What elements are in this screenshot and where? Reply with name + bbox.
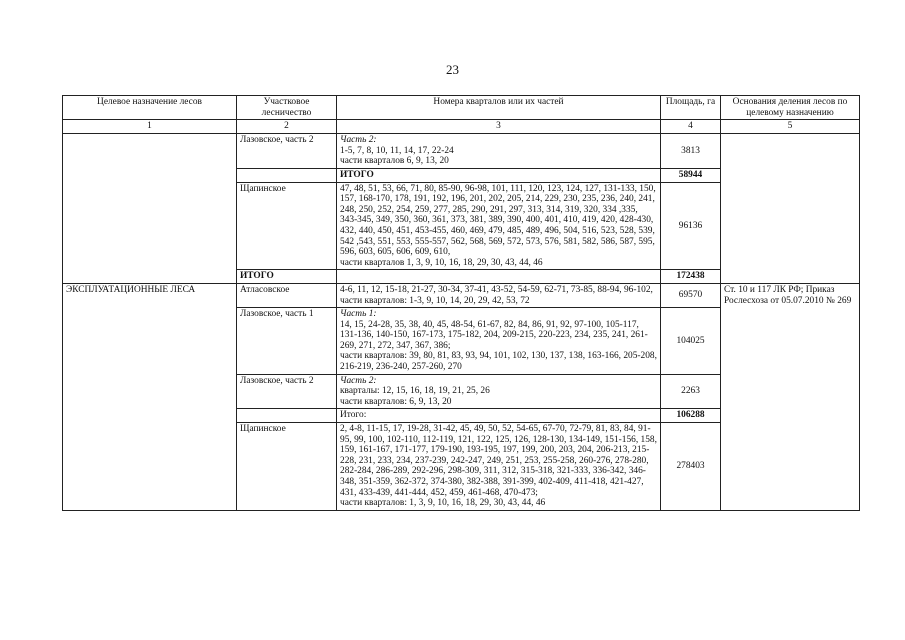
quarters-cell — [337, 374, 661, 409]
forestry-cell: Атласовское — [237, 283, 337, 307]
forestry-cell: Лазовское, часть 1 — [237, 308, 337, 375]
forestry-cell: Лазовское, часть 2 — [237, 374, 337, 409]
area-cell: 278403 — [661, 423, 721, 511]
quarters-cell-empty — [337, 270, 661, 284]
total-area: 106288 — [661, 409, 721, 423]
basis-cell: Ст. 10 и 117 ЛК РФ; Приказ Рослесхоза от 05.07.2010 № 269 — [721, 283, 860, 510]
area-cell: 96136 — [661, 182, 721, 270]
quarter-parts: части кварталов: 1, 3, 9, 10, 16, 18, 29, 30, 43, 44, 46 — [340, 498, 546, 509]
total-label: ИТОГО — [337, 168, 661, 182]
basis-cell-empty — [721, 134, 860, 284]
part-label: Часть 2: — [340, 135, 377, 146]
forest-purpose-table — [62, 95, 860, 511]
quarters-cell — [337, 283, 661, 307]
quarter-parts: части кварталов: 1-3, 9, 10, 14, 20, 29, 42, 53, 72 — [340, 295, 530, 306]
col-number: 5 — [721, 120, 860, 134]
header-row — [63, 96, 860, 120]
col-number: 4 — [661, 120, 721, 134]
quarter-parts: части кварталов 6, 9, 13, 20 — [340, 156, 449, 167]
quarters-cell — [337, 134, 661, 169]
forestry-cell: Щапинское — [237, 182, 337, 270]
total-area: 58944 — [661, 168, 721, 182]
header-purpose: Целевое назначение лесов — [63, 96, 237, 120]
area-cell: 104025 — [661, 308, 721, 375]
quarters-list: 2, 4-8, 11-15, 17, 19-28, 31-42, 45, 49, 50, 52, 54-65, 67-70, 72-79, 81, 83, 84, 91-95, 99, 100, 102-110, 112-119, 121, 122, 125, 126, 128-130, 134-149, 151-156, 158, 159, 161-167, 171-177, 179-190, 193-195, 197, 199, 200, 203, 204, 206-213, 215-228, 231, 233, 234, 237-239, 242-247, 249, 251, 253, 255-258, 260-276, 278-280, 282-284, 286-289, 292-296, 298-309, 311, 312, 315-318, 321-333, 336-342, 346-348, 351-359, 362-372, 374-380, 382-388, 391-399, 402-409, 411-418, 421-427, 431, 433-439, 441-444, 452, 459, 461-468, 470-473; — [340, 424, 657, 498]
header-quarters: Номера кварталов или их частей — [337, 96, 661, 120]
quarters-list: 14, 15, 24-28, 35, 38, 40, 45, 48-54, 61-67, 82, 84, 86, 91, 92, 97-100, 105-117, 131-136, 140-150, 167-173, 175-182, 204, 209-215, 220-223, 234, 235, 241, 261-269, 271, 272, 347, 367, 386; — [340, 319, 648, 351]
quarters-list: кварталы: 12, 15, 16, 18, 19, 21, 25, 26 — [340, 386, 490, 397]
quarters-cell — [337, 308, 661, 375]
quarters-list: 47, 48, 51, 53, 66, 71, 80, 85-90, 96-98, 101, 111, 120, 123, 124, 127, 131-133, 150, 157, 168-170, 178, 191, 192, 196, 201, 202, 205, 214, 229, 230, 235, 236, 240, 241, 248, 250, 252, 254, 259, 277, 285, 290, 291, 297, 313, 314, 319, 320, 334 ,335, 343-345, 349, 350, 360, 361, 373, 381, 389, 390, 400, 401, 410, 419, 420, 428-430, 432, 440, 450, 451, 453-455, 460, 469, 479, 485, 489, 496, 504, 516, 523, 528, 539, 542 ,543, 551, 553, 555-557, 562, 568, 569, 572, 573, 576, 581, 582, 586, 587, 595, 596, 603, 605, 606, 609, 610, — [340, 183, 656, 258]
header-forestry: Участковое лесничество — [237, 96, 337, 120]
area-cell: 2263 — [661, 374, 721, 409]
part-label: Часть 1: — [340, 309, 377, 320]
quarters-cell — [337, 182, 661, 270]
header-basis: Основания деления лесов по целевому назначению — [721, 96, 860, 120]
quarters-list: 1-5, 7, 8, 10, 11, 14, 17, 22-24 — [340, 145, 454, 156]
col-number: 1 — [63, 120, 237, 134]
col-number: 3 — [337, 120, 661, 134]
column-number-row — [63, 120, 860, 134]
header-area: Площадь, га — [661, 96, 721, 120]
part-label: Часть 2: — [340, 375, 377, 386]
page-number: 23 — [446, 62, 459, 77]
forestry-cell-empty — [237, 168, 337, 182]
table-row — [63, 134, 860, 169]
table-row — [63, 283, 860, 307]
total-label: ИТОГО — [237, 270, 337, 284]
col-number: 2 — [237, 120, 337, 134]
purpose-cell: ЭКСПЛУАТАЦИОННЫЕ ЛЕСА — [63, 283, 237, 510]
quarter-parts: части кварталов 1, 3, 9, 10, 16, 18, 29, 30, 43, 44, 46 — [340, 257, 543, 268]
area-cell: 69570 — [661, 283, 721, 307]
quarters-cell — [337, 423, 661, 511]
quarter-parts: части кварталов: 6, 9, 13, 20 — [340, 396, 452, 407]
forestry-cell-empty — [237, 409, 337, 423]
purpose-cell-empty — [63, 134, 237, 284]
quarters-list: 4-6, 11, 12, 15-18, 21-27, 30-34, 37-41, 43-52, 54-59, 62-71, 73-85, 88-94, 96-102, — [340, 284, 653, 295]
forestry-cell: Щапинское — [237, 423, 337, 511]
area-cell: 3813 — [661, 134, 721, 169]
total-label: Итого: — [337, 409, 661, 423]
forestry-cell: Лазовское, часть 2 — [237, 134, 337, 169]
total-area: 172438 — [661, 270, 721, 284]
quarter-parts: части кварталов: 39, 80, 81, 83, 93, 94, 101, 102, 130, 137, 138, 163-166, 205-208, 216-219, 236-240, 257-260, 270 — [340, 351, 657, 373]
